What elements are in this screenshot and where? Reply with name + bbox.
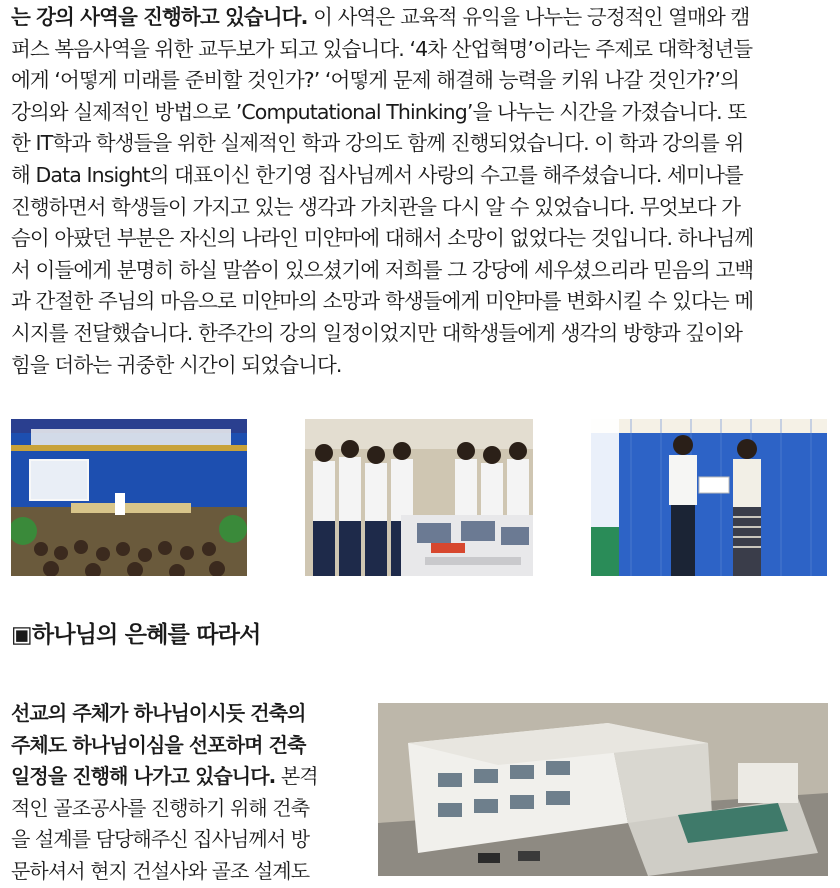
text-line: 한 IT학과 학생들을 위한 실제적인 학과 강의도 함께 진행되었습니다. 이 학과 강의를 위 (11, 131, 744, 156)
text-line: 시지를 전달했습니다. 한주간의 강의 일정이었지만 대학생들에게 생각의 방향과 깊이와 (11, 320, 743, 345)
certificate-presentation-photo (591, 419, 827, 576)
paragraph-construction (11, 698, 361, 888)
section-heading: ▣하나님의 은혜를 따라서 (11, 622, 261, 648)
text-line: 주체도 하나님이심을 선포하며 건축 (11, 732, 306, 757)
computer-lab-scene-icon (305, 419, 533, 576)
text-line: 선교의 주체가 하나님이시듯 건축의 (11, 701, 306, 725)
paragraph-lecture-ministry (11, 2, 829, 381)
text-line: 진행하면서 학생들이 가지고 있는 생각과 가치관을 다시 알 수 있었습니다. 무엇보다 가 (11, 194, 740, 219)
lecture-hall-seminar-photo (11, 419, 247, 576)
text-line: 서 이들에게 분명히 하실 말씀이 있으셨기에 저희를 그 강당에 세우셨으리라 믿음의 고백 (11, 257, 754, 282)
text-line: 과 간절한 주님의 마음으로 미얀마의 소망과 학생들에게 미얀마를 변화시킬 수 있다는 메 (11, 289, 754, 314)
text-line: 강의와 실제적인 방법으로 ’Computational Thinking’을 나누는 시간을 가졌습니다. 또 (11, 99, 747, 124)
text-line: 해 Data Insight의 대표이신 한기영 집사님께서 사랑의 수고를 해주셨습니다. 세미나를 (11, 162, 743, 187)
handover-scene-icon (591, 419, 827, 576)
text-line: 에게 ‘어떻게 미래를 준비할 것인가?’ ‘어떻게 문제 해결해 능력을 키워 나갈 것인가?’의 (11, 68, 740, 93)
building-rendering-photo (378, 703, 828, 876)
text-line: 는 강의 사역을 진행하고 있습니다. 이 사역은 교육적 유익을 나누는 긍정적인 열매와 캠 (11, 5, 750, 29)
text-line: 힘을 더하는 귀중한 시간이 되었습니다. (11, 352, 342, 377)
students-at-laptops-photo (305, 419, 533, 576)
text-line: 일정을 진행해 나가고 있습니다. 본격 (11, 764, 318, 789)
text-line: 퍼스 복음사역을 위한 교두보가 되고 있습니다. ‘4차 산업혁명’이라는 주제로 대학청년들 (11, 36, 753, 61)
text-line: 을 설계를 담당해주신 집사님께서 방 (11, 827, 310, 852)
lecture-hall-scene-icon (11, 419, 247, 576)
text-line: 슴이 아팠던 부분은 자신의 나라인 미얀마에 대해서 소망이 없었다는 것입니다. 하나님께 (11, 226, 754, 251)
text-line: 문하셔서 현지 건설사와 골조 설계도 (11, 858, 310, 883)
building-3d-scene-icon (378, 703, 828, 876)
text-line: 적인 골조공사를 진행하기 위해 건축 (11, 795, 310, 820)
